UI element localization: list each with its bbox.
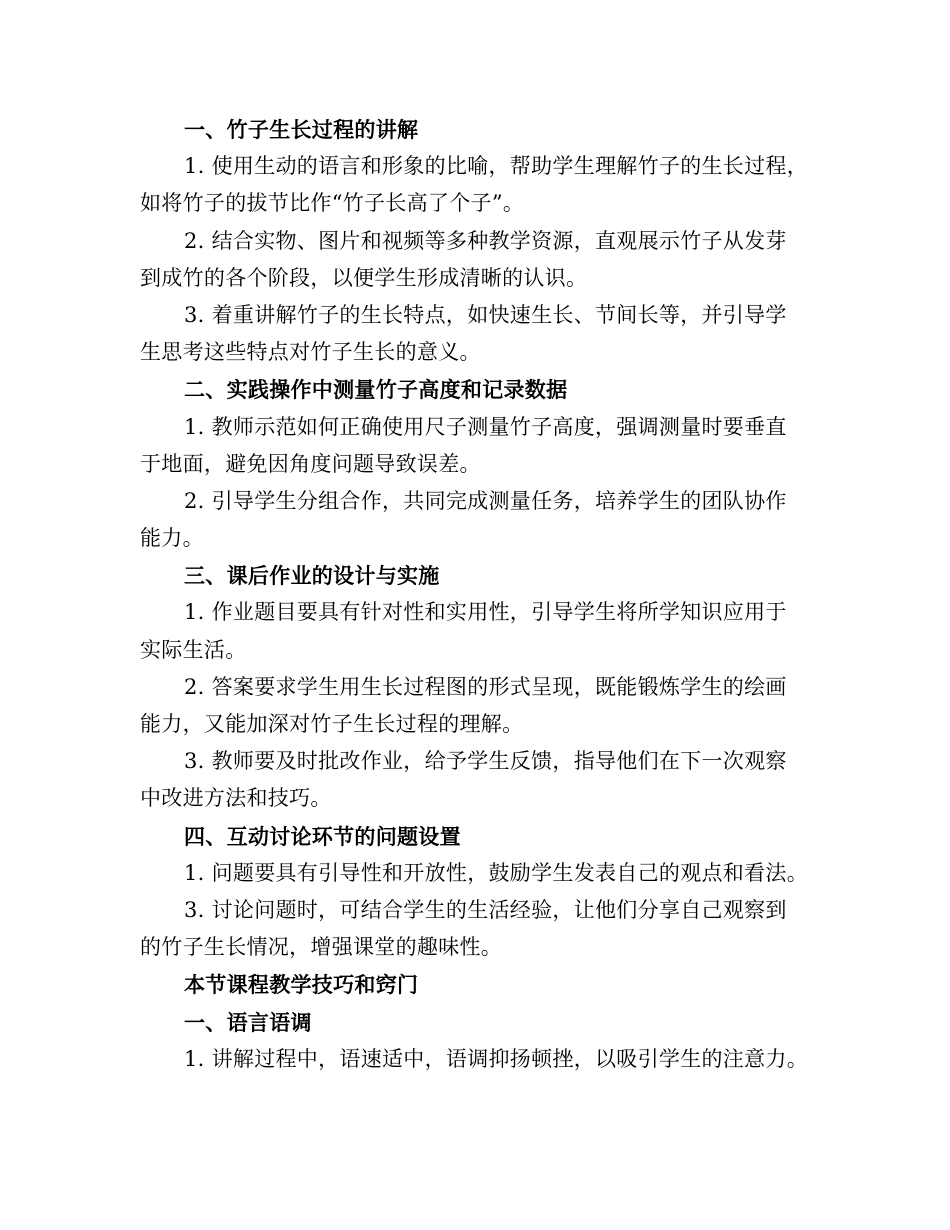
paragraph-line: 于地面，避免因角度问题导致误差。 (140, 451, 481, 476)
paragraph-line: 生思考这些特点对竹子生长的意义。 (140, 340, 481, 365)
section-heading: 三、课后作业的设计与实施 (184, 563, 440, 589)
paragraph-line: 1. 讲解过程中，语速适中，语调抑扬顿挫，以吸引学生的注意力。 (184, 1046, 809, 1071)
document-body (140, 111, 820, 1078)
paragraph-line: 3. 着重讲解竹子的生长特点，如快速生长、节间长等，并引导学 (184, 302, 787, 327)
paragraph-line: 到成竹的各个阶段，以便学生形成清晰的认识。 (140, 265, 588, 290)
paragraph-line: 1. 使用生动的语言和形象的比喻，帮助学生理解竹子的生长过程， (184, 154, 809, 179)
paragraph-line: 3. 讨论问题时，可结合学生的生活经验，让他们分享自己观察到 (184, 897, 787, 922)
paragraph-line: 能力。 (140, 526, 204, 551)
section-heading: 一、竹子生长过程的讲解 (184, 117, 419, 142)
section-heading: 四、互动讨论环节的问题设置 (184, 823, 461, 849)
paragraph-line: 1. 作业题目要具有针对性和实用性，引导学生将所学知识应用于 (184, 600, 787, 625)
paragraph-line: 3. 教师要及时批改作业，给予学生反馈，指导他们在下一次观察 (184, 749, 787, 774)
paragraph-line: 的竹子生长情况，增强课堂的趣味性。 (140, 935, 503, 960)
paragraph-line: 1. 教师示范如何正确使用尺子测量竹子高度，强调测量时要垂直 (184, 414, 787, 439)
paragraph-line: 1. 问题要具有引导性和开放性，鼓励学生发表自己的观点和看法。 (184, 860, 809, 885)
section-heading: 一、语言语调 (184, 1009, 312, 1035)
paragraph-line: 能力，又能加深对竹子生长过程的理解。 (140, 712, 524, 736)
paragraph-line: 如将竹子的拔节比作“竹子长高了个子”。 (140, 191, 525, 216)
paragraph-line: 实际生活。 (140, 637, 247, 662)
paragraph-line: 2. 引导学生分组合作，共同完成测量任务，培养学生的团队协作 (184, 488, 787, 513)
section-heading: 二、实践操作中测量竹子高度和记录数据 (184, 377, 568, 403)
paragraph-line: 中改进方法和技巧。 (140, 786, 332, 811)
paragraph-line: 2. 答案要求学生用生长过程图的形式呈现，既能锻炼学生的绘画 (184, 674, 787, 699)
course-tips-title: 本节课程教学技巧和窍门 (184, 972, 419, 998)
paragraph-line: 2. 结合实物、图片和视频等多种教学资源，直观展示竹子从发芽 (184, 228, 787, 253)
